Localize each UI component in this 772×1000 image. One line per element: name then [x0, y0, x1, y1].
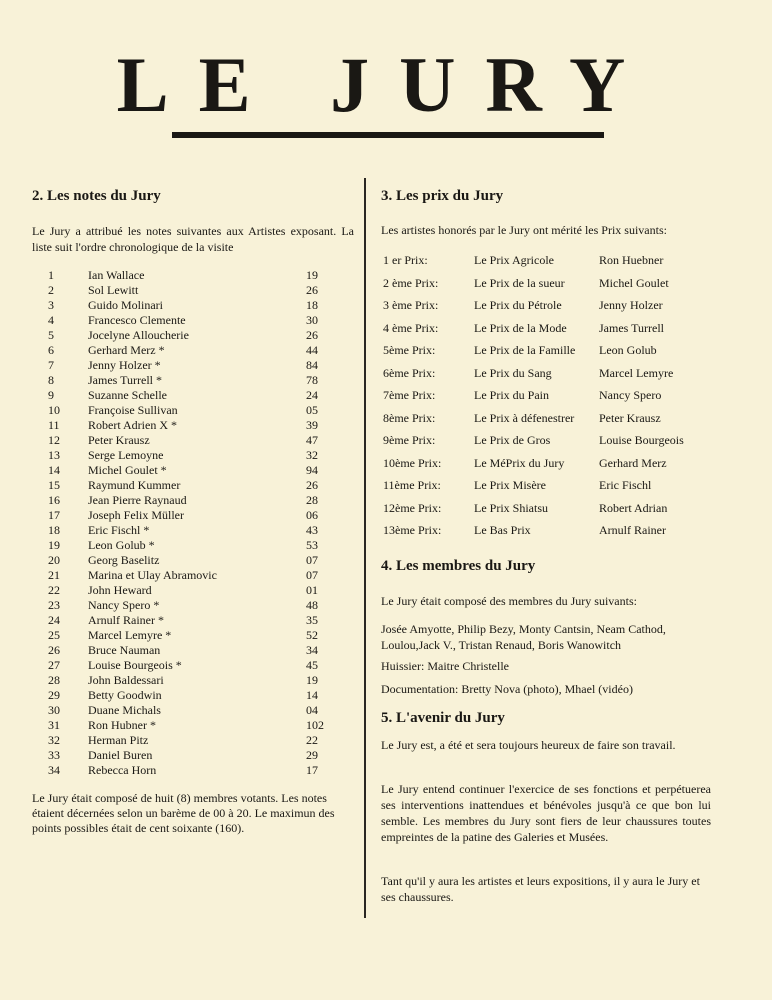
note-number: 14	[48, 463, 60, 477]
note-number: 24	[48, 613, 60, 627]
note-row	[48, 613, 358, 628]
note-number: 1	[48, 268, 54, 282]
note-row	[48, 358, 358, 373]
note-row	[48, 298, 358, 313]
artist-score: 47	[306, 433, 318, 447]
prize-table	[383, 252, 723, 545]
artist-name: Georg Baselitz	[88, 553, 160, 567]
note-number: 15	[48, 478, 60, 492]
prize-artist: Marcel Lemyre	[599, 365, 674, 380]
note-row	[48, 388, 358, 403]
artist-score: 19	[306, 673, 318, 687]
notes-table	[48, 268, 358, 778]
artist-name: Raymund Kummer	[88, 478, 181, 492]
prize-artist: Eric Fischl	[599, 478, 652, 492]
note-number: 18	[48, 523, 60, 537]
artist-name: Marcel Lemyre *	[88, 628, 172, 642]
note-number: 23	[48, 598, 60, 612]
prize-row	[383, 275, 723, 298]
note-number: 8	[48, 373, 54, 387]
note-number: 5	[48, 328, 54, 342]
note-number: 34	[48, 763, 60, 777]
artist-score: 22	[306, 733, 318, 747]
artist-score: 04	[306, 703, 318, 717]
artist-score: 45	[306, 658, 318, 672]
huissier-line: Huissier: Maitre Christelle	[381, 659, 509, 673]
section-5-heading: 5. L'avenir du Jury	[381, 710, 505, 726]
artist-name: Michel Goulet *	[88, 463, 167, 477]
prize-rank: 9ème Prix:	[383, 433, 436, 447]
note-row	[48, 523, 358, 538]
section-4-heading: 4. Les membres du Jury	[381, 558, 536, 574]
prize-artist: Michel Goulet	[599, 275, 669, 290]
title-underline	[172, 132, 604, 138]
artist-name: Sol Lewitt	[88, 283, 139, 297]
note-row	[48, 688, 358, 703]
prize-row	[383, 522, 723, 545]
artist-score: 39	[306, 418, 318, 432]
note-row	[48, 268, 358, 283]
note-row	[48, 568, 358, 583]
note-row	[48, 538, 358, 553]
prize-artist: Peter Krausz	[599, 410, 661, 425]
artist-name: Françoise Sullivan	[88, 403, 178, 417]
note-number: 11	[48, 418, 60, 432]
prize-rank: 8ème Prix:	[383, 410, 436, 425]
artist-score: 44	[306, 343, 318, 357]
jury-members-list: Josée Amyotte, Philip Bezy, Monty Cantsin, Neam Cathod, Loulou,Jack V., Tristan Renaud, Boris Wanowitch	[381, 622, 666, 652]
artist-score: 17	[306, 763, 318, 777]
note-row	[48, 553, 358, 568]
prize-name: Le Prix Misère	[474, 478, 546, 492]
note-number: 25	[48, 628, 60, 642]
artist-name: Guido Molinari	[88, 298, 163, 312]
artist-score: 26	[306, 328, 318, 342]
prize-row	[383, 500, 723, 523]
prize-artist: Robert Adrian	[599, 500, 668, 515]
artist-name: Herman Pitz	[88, 733, 149, 747]
artist-score: 48	[306, 598, 318, 612]
prize-row	[383, 365, 723, 388]
prize-name: Le Prix de la Famille	[474, 343, 576, 357]
prize-row	[383, 320, 723, 343]
artist-name: Jean Pierre Raynaud	[88, 493, 187, 507]
artist-score: 94	[306, 463, 318, 477]
prize-row	[383, 252, 723, 275]
note-number: 7	[48, 358, 54, 372]
note-number: 9	[48, 388, 54, 402]
note-number: 19	[48, 538, 60, 552]
section-5-paragraph-3: Tant qu'il y aura les artistes et leurs expositions, il y aura le Jury et ses chaussures.	[381, 874, 700, 904]
artist-score: 78	[306, 373, 318, 387]
prize-name: Le Prix du Pain	[474, 388, 549, 402]
artist-name: Duane Michals	[88, 703, 161, 717]
documentation-line: Documentation: Bretty Nova (photo), Mhael (vidéo)	[381, 682, 633, 696]
artist-name: John Baldessari	[88, 673, 164, 687]
artist-name: Bruce Nauman	[88, 643, 161, 657]
artist-score: 26	[306, 283, 318, 297]
prize-name: Le Prix Agricole	[474, 253, 554, 267]
prize-row	[383, 387, 723, 410]
jury-composition-note: Le Jury était composé de huit (8) membres votants. Les notes étaient décernées selon un barème de 00 à 20. Le maximun des points possibles était de cent soixante (160).	[32, 791, 335, 835]
note-row	[48, 283, 358, 298]
artist-name: Marina et Ulay Abramovic	[88, 568, 217, 582]
note-row	[48, 583, 358, 598]
artist-name: Francesco Clemente	[88, 313, 186, 327]
note-number: 27	[48, 658, 60, 672]
note-row	[48, 718, 358, 733]
artist-name: Serge Lemoyne	[88, 448, 164, 462]
note-row	[48, 703, 358, 718]
artist-score: 14	[306, 688, 318, 702]
note-number: 4	[48, 313, 54, 327]
note-number: 20	[48, 553, 60, 567]
section-4-intro: Le Jury était composé des membres du Jury suivants:	[381, 594, 637, 608]
note-row	[48, 763, 358, 778]
artist-name: Gerhard Merz *	[88, 343, 165, 357]
note-number: 6	[48, 343, 54, 357]
section-5-paragraph-1: Le Jury est, a été et sera toujours heureux de faire son travail.	[381, 738, 676, 752]
artist-score: 28	[306, 493, 318, 507]
page-title: LE JURY	[116, 41, 656, 128]
artist-score: 06	[306, 508, 318, 522]
artist-name: Arnulf Rainer *	[88, 613, 164, 627]
artist-name: John Heward	[88, 583, 152, 597]
note-row	[48, 748, 358, 763]
note-row	[48, 643, 358, 658]
prize-name: Le Prix du Pétrole	[474, 298, 562, 312]
section-2-heading: 2. Les notes du Jury	[32, 188, 161, 204]
prize-artist: Nancy Spero	[599, 388, 662, 402]
artist-score: 34	[306, 643, 318, 657]
note-number: 16	[48, 493, 60, 507]
artist-score: 07	[306, 568, 318, 582]
note-row	[48, 433, 358, 448]
prize-artist: Leon Golub	[599, 343, 657, 357]
prize-name: Le Prix du Sang	[474, 365, 552, 380]
note-row	[48, 418, 358, 433]
artist-score: 19	[306, 268, 318, 282]
prize-rank: 2 ème Prix:	[383, 275, 439, 290]
prize-rank: 12ème Prix:	[383, 500, 442, 515]
artist-score: 43	[306, 523, 318, 537]
artist-score: 05	[306, 403, 318, 417]
artist-name: Jocelyne Alloucherie	[88, 328, 189, 342]
note-number: 33	[48, 748, 60, 762]
note-number: 3	[48, 298, 54, 312]
artist-name: Rebecca Horn	[88, 763, 157, 777]
artist-score: 29	[306, 748, 318, 762]
artist-name: Peter Krausz	[88, 433, 150, 447]
prize-name: Le Prix de Gros	[474, 433, 551, 447]
note-row	[48, 508, 358, 523]
prize-rank: 13ème Prix:	[383, 523, 442, 537]
note-number: 21	[48, 568, 60, 582]
artist-score: 18	[306, 298, 318, 312]
note-row	[48, 628, 358, 643]
note-row	[48, 448, 358, 463]
note-row	[48, 598, 358, 613]
artist-score: 26	[306, 478, 318, 492]
artist-name: Nancy Spero *	[88, 598, 160, 612]
artist-name: Joseph Felix Müller	[88, 508, 184, 522]
note-number: 32	[48, 733, 60, 747]
note-row	[48, 493, 358, 508]
prize-artist: Gerhard Merz	[599, 455, 667, 470]
note-number: 2	[48, 283, 54, 297]
column-divider	[364, 178, 366, 918]
prize-name: Le Prix de la Mode	[474, 320, 567, 335]
artist-name: Jenny Holzer *	[88, 358, 161, 372]
artist-name: Ron Hubner *	[88, 718, 156, 732]
prize-name: Le MéPrix du Jury	[474, 455, 565, 470]
prize-row	[383, 455, 723, 478]
prize-artist: Ron Huebner	[599, 253, 664, 267]
note-number: 13	[48, 448, 60, 462]
note-row	[48, 403, 358, 418]
artist-name: Robert Adrien X *	[88, 418, 177, 432]
note-row	[48, 373, 358, 388]
prize-row	[383, 410, 723, 433]
prize-artist: Arnulf Rainer	[599, 523, 666, 537]
artist-score: 84	[306, 358, 318, 372]
section-3-heading: 3. Les prix du Jury	[381, 188, 504, 204]
note-row	[48, 343, 358, 358]
note-number: 30	[48, 703, 60, 717]
note-row	[48, 463, 358, 478]
note-number: 22	[48, 583, 60, 597]
artist-score: 32	[306, 448, 318, 462]
note-row	[48, 673, 358, 688]
prize-artist: James Turrell	[599, 320, 665, 335]
prize-name: Le Prix à défenestrer	[474, 410, 575, 425]
note-number: 10	[48, 403, 60, 417]
prize-rank: 4 ème Prix:	[383, 320, 439, 335]
prize-row	[383, 432, 723, 455]
artist-score: 35	[306, 613, 318, 627]
note-row	[48, 328, 358, 343]
prize-rank: 11ème Prix:	[383, 478, 441, 492]
artist-name: Suzanne Schelle	[88, 388, 167, 402]
prize-rank: 6ème Prix:	[383, 365, 436, 380]
artist-score: 07	[306, 553, 318, 567]
note-number: 31	[48, 718, 60, 732]
prize-row	[383, 297, 723, 320]
artist-score: 01	[306, 583, 318, 597]
artist-score: 52	[306, 628, 318, 642]
note-row	[48, 478, 358, 493]
prize-rank: 7ème Prix:	[383, 388, 436, 402]
prize-name: Le Prix Shiatsu	[474, 500, 548, 515]
prize-name: Le Bas Prix	[474, 523, 531, 537]
prize-rank: 10ème Prix:	[383, 455, 442, 470]
artist-name: Leon Golub *	[88, 538, 155, 552]
prize-rank: 3 ème Prix:	[383, 298, 439, 312]
section-5-paragraph-2: Le Jury entend continuer l'exercice de ses fonctions et perpétuerea ses interventions inattendues et bénévoles jusqu'à ce que bon lui semble. Les membres du Jury sont fiers de leur chaussures toutes empreintes de la patine des Galeries et Musées.	[381, 782, 711, 844]
prize-artist: Jenny Holzer	[599, 298, 663, 312]
prize-rank: 5ème Prix:	[383, 343, 436, 357]
prize-artist: Louise Bourgeois	[599, 433, 684, 447]
section-3-intro: Les artistes honorés par le Jury ont mérité les Prix suivants:	[381, 223, 667, 237]
note-row	[48, 313, 358, 328]
artist-score: 24	[306, 388, 318, 402]
artist-score: 30	[306, 313, 318, 327]
note-row	[48, 658, 358, 673]
prize-name: Le Prix de la sueur	[474, 275, 565, 290]
artist-score: 102	[306, 718, 324, 732]
note-number: 17	[48, 508, 60, 522]
note-number: 29	[48, 688, 60, 702]
artist-name: Eric Fischl *	[88, 523, 150, 537]
artist-name: Louise Bourgeois *	[88, 658, 182, 672]
artist-name: Daniel Buren	[88, 748, 153, 762]
note-row	[48, 733, 358, 748]
note-number: 26	[48, 643, 60, 657]
artist-name: Ian Wallace	[88, 268, 145, 282]
note-number: 12	[48, 433, 60, 447]
prize-row	[383, 477, 723, 500]
section-2-intro: Le Jury a attribué les notes suivantes aux Artistes exposant. La liste suit l'ordre chronologique de la visite	[32, 224, 354, 254]
prize-row	[383, 342, 723, 365]
note-number: 28	[48, 673, 60, 687]
artist-name: James Turrell *	[88, 373, 163, 387]
prize-rank: 1 er Prix:	[383, 253, 428, 267]
artist-name: Betty Goodwin	[88, 688, 162, 702]
artist-score: 53	[306, 538, 318, 552]
